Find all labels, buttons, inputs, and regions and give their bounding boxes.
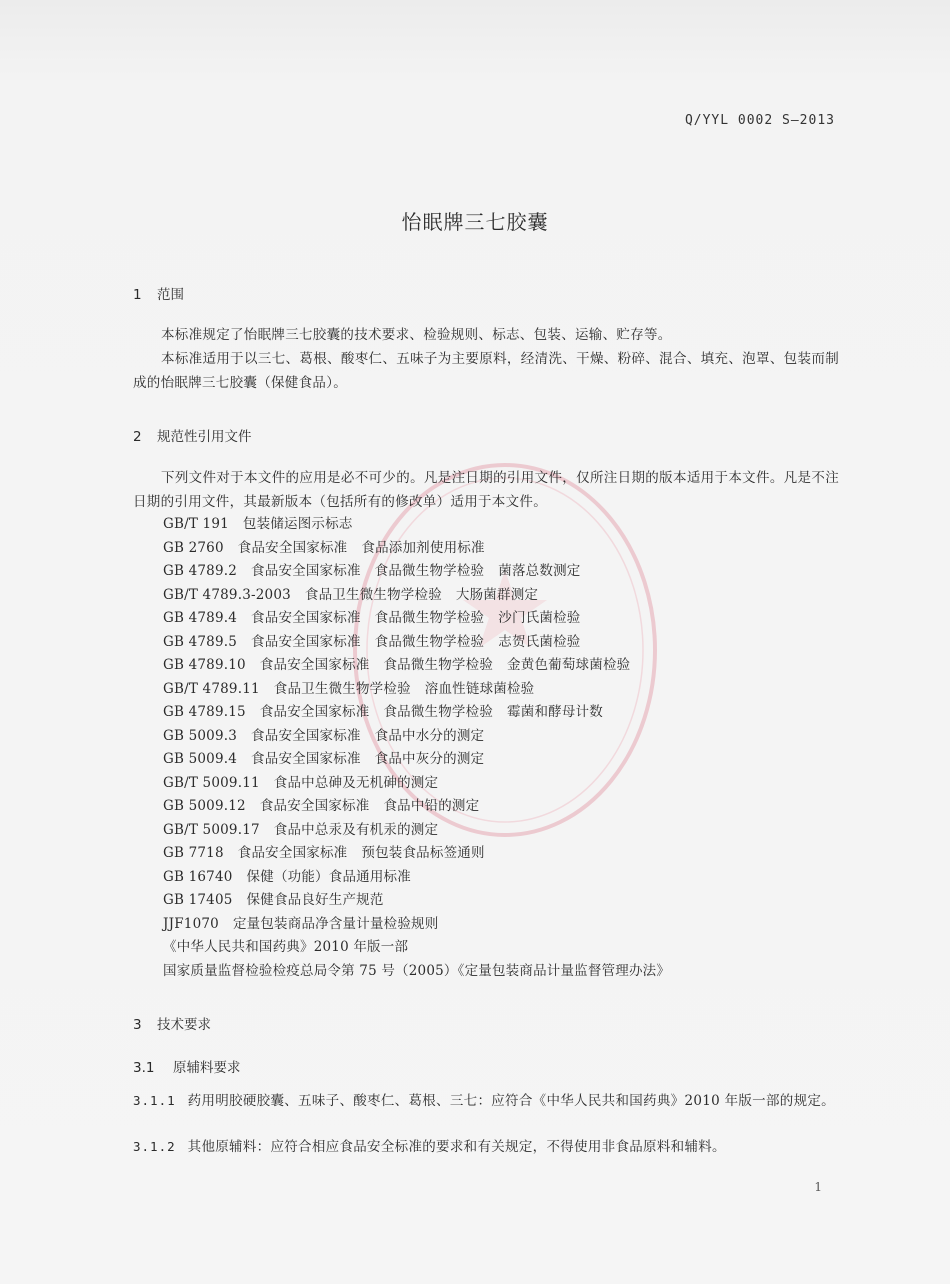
reference-code: 《中华人民共和国药典》2010 年版一部 xyxy=(163,939,409,955)
subsection-number: 3.1 xyxy=(133,1060,155,1076)
reference-title-part: 溶血性链球菌检验 xyxy=(424,680,535,697)
reference-item xyxy=(163,772,684,796)
clause-number: 3.1.1 xyxy=(133,1093,176,1108)
reference-title-part: 大肠菌群测定 xyxy=(455,586,539,603)
reference-code: GB 4789.15 xyxy=(163,704,246,720)
reference-code: GB 17405 xyxy=(163,892,233,908)
reference-code: JJF1070 xyxy=(163,915,219,932)
scope-paragraph-2: 本标准适用于以三七、葛根、酸枣仁、五味子为主要原料，经清洗、干燥、粉碎、混合、填充、泡罩、包装而制成的怡眠牌三七胶囊（保健食品）。 xyxy=(133,351,839,391)
section-title: 技术要求 xyxy=(157,1017,211,1033)
reference-title-part: 食品安全国家标准 xyxy=(237,539,348,556)
reference-item xyxy=(163,819,684,843)
reference-title-part: 食品卫生微生物学检验 xyxy=(304,586,442,603)
section-3-heading xyxy=(133,1013,211,1033)
references-intro: 下列文件对于本文件的应用是必不可少的。凡是注日期的引用文件，仅所注日期的版本适用于本文件。凡是不注日期的引用文件，其最新版本（包括所有的修改单）适用于本文件。 xyxy=(133,470,839,510)
page-number: 1 xyxy=(814,1180,822,1194)
reference-item xyxy=(163,913,684,937)
clause-3-1-2 xyxy=(133,1136,839,1158)
section-title: 规范性引用文件 xyxy=(157,429,252,445)
reference-title-part: 金黄色葡萄球菌检验 xyxy=(507,657,631,673)
reference-title-part: 食品安全国家标准 xyxy=(251,751,361,767)
reference-title-part: 预包装食品标签通则 xyxy=(361,845,485,861)
reference-item xyxy=(163,678,684,702)
section-title: 范围 xyxy=(157,287,184,303)
reference-code: GB/T 191 xyxy=(163,516,229,532)
reference-item xyxy=(163,936,684,960)
clause-text: 药用明胶硬胶囊、五味子、酸枣仁、葛根、三七：应符合《中华人民共和国药典》2010 年版一部的规定。 xyxy=(187,1093,835,1109)
reference-title-part: 食品中总砷及无机砷的测定 xyxy=(273,774,439,791)
reference-item xyxy=(163,842,684,866)
reference-title-part: 食品中灰分的测定 xyxy=(374,751,485,767)
reference-title-part: 食品安全国家标准 xyxy=(251,563,361,579)
reference-item xyxy=(163,654,684,678)
reference-title-part: 食品安全国家标准 xyxy=(251,610,361,626)
reference-code: 国家质量监督检验检疫总局令第 75 号（2005）《定量包装商品计量监督管理办法》 xyxy=(163,962,671,979)
reference-title-part: 保健食品良好生产规范 xyxy=(246,892,384,908)
reference-title-part: 食品中水分的测定 xyxy=(374,727,485,744)
subsection-title: 原辅料要求 xyxy=(173,1060,241,1076)
clause-number: 3.1.2 xyxy=(133,1139,176,1154)
reference-item xyxy=(163,631,684,655)
reference-title-part: 食品安全国家标准 xyxy=(237,845,348,861)
reference-item xyxy=(163,701,684,725)
reference-title-part: 食品安全国家标准 xyxy=(259,704,370,720)
reference-title-part: 食品微生物学检验 xyxy=(374,563,485,579)
reference-item xyxy=(163,584,684,608)
reference-title-part: 食品卫生微生物学检验 xyxy=(273,680,411,697)
reference-code: GB 4789.4 xyxy=(163,610,238,626)
reference-item xyxy=(163,748,684,772)
reference-title-part: 包装储运图示标志 xyxy=(242,516,353,532)
subsection-3-1-heading xyxy=(133,1056,241,1076)
document-number: Q/YYL 0002 S—2013 xyxy=(684,113,835,128)
section-2-heading xyxy=(133,425,252,445)
section-number: 2 xyxy=(133,429,142,445)
reference-title-part: 食品安全国家标准 xyxy=(259,798,370,814)
section-number: 1 xyxy=(133,287,142,303)
normative-reference-list xyxy=(163,513,684,983)
reference-item xyxy=(163,725,684,749)
reference-code: GB 2760 xyxy=(163,539,224,556)
clause-text: 其他原辅料：应符合相应食品安全标准的要求和有关规定，不得使用非食品原料和辅料。 xyxy=(187,1139,726,1155)
reference-code: GB/T 5009.11 xyxy=(163,774,260,791)
reference-code: GB 4789.2 xyxy=(163,563,238,579)
scope-paragraph-1: 本标准规定了怡眠牌三七胶囊的技术要求、检验规则、标志、包装、运输、贮存等。 xyxy=(161,327,672,343)
reference-item xyxy=(163,513,684,537)
reference-code: GB 5009.3 xyxy=(163,727,238,744)
reference-title-part: 志贺氏菌检验 xyxy=(498,633,581,650)
reference-code: GB/T 4789.3-2003 xyxy=(163,586,291,603)
reference-title-part: 食品安全国家标准 xyxy=(259,657,370,673)
reference-title-part: 食品安全国家标准 xyxy=(251,633,361,650)
reference-item xyxy=(163,795,684,819)
reference-title-part: 食品安全国家标准 xyxy=(251,727,361,744)
reference-title-part: 霉菌和酵母计数 xyxy=(507,704,603,720)
reference-title-part: 食品微生物学检验 xyxy=(383,657,494,673)
reference-title-part: 定量包装商品净含量计量检验规则 xyxy=(232,915,439,932)
reference-code: GB 7718 xyxy=(163,845,224,861)
reference-title-part: 食品中铅的测定 xyxy=(383,798,480,814)
reference-title-part: 保健（功能）食品通用标准 xyxy=(246,868,411,885)
reference-title-part: 食品添加剂使用标准 xyxy=(361,539,485,556)
reference-code: GB/T 5009.17 xyxy=(163,821,260,838)
clause-3-1-1 xyxy=(133,1090,839,1112)
document-title: 怡眠牌三七胶囊 xyxy=(401,210,549,234)
reference-title-part: 食品微生物学检验 xyxy=(374,610,485,626)
reference-item xyxy=(163,537,684,561)
section-number: 3 xyxy=(133,1017,142,1033)
reference-item xyxy=(163,960,684,984)
section-1-heading xyxy=(133,283,184,303)
reference-code: GB 5009.4 xyxy=(163,751,238,767)
reference-item xyxy=(163,889,684,913)
reference-code: GB 4789.5 xyxy=(163,633,238,650)
reference-title-part: 食品微生物学检验 xyxy=(374,633,485,650)
reference-code: GB 5009.12 xyxy=(163,798,246,814)
reference-code: GB 16740 xyxy=(163,868,233,885)
reference-item xyxy=(163,560,684,584)
reference-title-part: 菌落总数测定 xyxy=(498,563,581,579)
reference-title-part: 沙门氏菌检验 xyxy=(498,610,581,626)
reference-title-part: 食品微生物学检验 xyxy=(383,704,494,720)
reference-title-part: 食品中总汞及有机汞的测定 xyxy=(273,821,439,838)
reference-code: GB/T 4789.11 xyxy=(163,680,260,697)
reference-code: GB 4789.10 xyxy=(163,657,246,673)
reference-item xyxy=(163,607,684,631)
reference-item xyxy=(163,866,684,890)
